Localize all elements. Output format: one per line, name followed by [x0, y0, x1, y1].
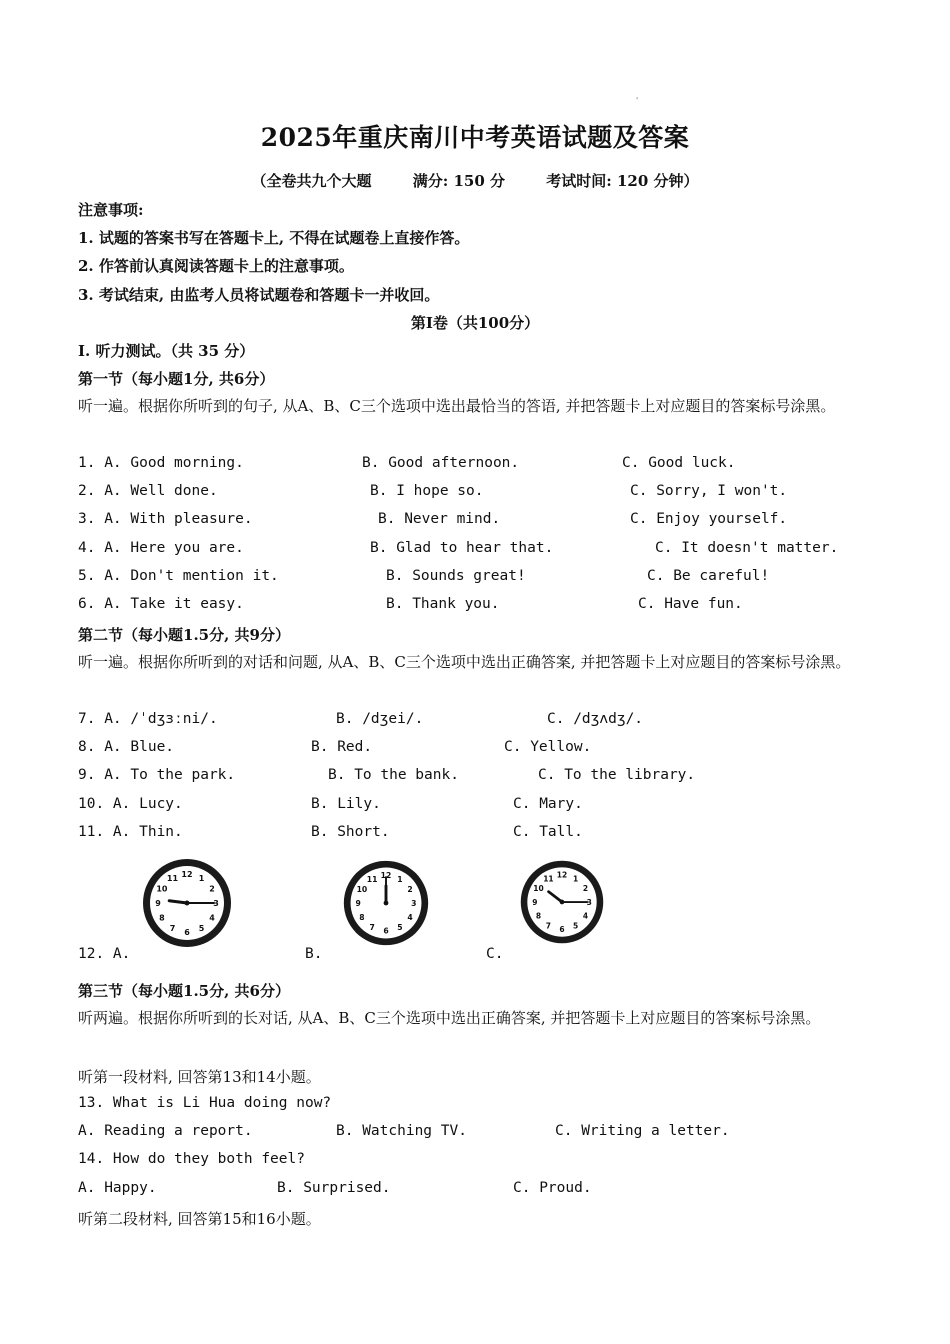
clock-numeral: 1: [572, 874, 579, 884]
q13-option-b: B. Watching TV.: [336, 1123, 467, 1139]
clock-numeral: 4: [407, 912, 413, 922]
clock-numeral: 9: [155, 899, 161, 908]
q8-option-b: B. Red.: [311, 739, 373, 755]
clock-numeral: 3: [213, 899, 219, 908]
q14-option-c: C. Proud.: [513, 1180, 592, 1196]
material1-instruction: 听第一段材料, 回答第13和14小题。: [78, 1068, 321, 1086]
material2-instruction: 听第二段材料, 回答第15和16小题。: [78, 1210, 321, 1228]
clock-numeral: 2: [582, 884, 589, 894]
clock-numeral: 1: [397, 874, 403, 884]
q1-option-c: C. Good luck.: [622, 455, 736, 471]
q4-option-c: C. It doesn't matter.: [655, 540, 839, 556]
q9-option-a: 9. A. To the park.: [78, 767, 236, 783]
clock-numeral: 5: [397, 922, 403, 932]
q10-option-c: C. Mary.: [513, 796, 583, 812]
q4-option-a: 4. A. Here you are.: [78, 540, 244, 556]
q4-option-b: B. Glad to hear that.: [370, 540, 554, 556]
clock-numeral: 9: [532, 897, 538, 907]
part1-heading: I. 听力测试。（共 35 分）: [78, 342, 255, 360]
q13-option-c: C. Writing a letter.: [555, 1123, 730, 1139]
clock-numeral: 10: [533, 884, 544, 894]
clock-numeral: 11: [366, 874, 378, 884]
q13-option-a: A. Reading a report.: [78, 1123, 253, 1139]
clock-numeral: 11: [166, 873, 179, 883]
clock-numeral: 1: [198, 873, 205, 883]
note-item-3: 3. 考试结束, 由监考人员将试题卷和答题卡一并收回。: [78, 286, 440, 304]
q9-option-c: C. To the library.: [538, 767, 696, 783]
clock-numeral: 6: [184, 928, 190, 937]
q2-option-b: B. I hope so.: [370, 483, 484, 499]
q10-option-b: B. Lily.: [311, 796, 381, 812]
section2-heading: 第二节（每小题1.5分, 共9分）: [78, 626, 290, 644]
q6-option-b: B. Thank you.: [386, 596, 500, 612]
q9-option-b: B. To the bank.: [328, 767, 459, 783]
q3-option-c: C. Enjoy yourself.: [630, 511, 788, 527]
note-item-1: 1. 试题的答案书写在答题卡上, 不得在试题卷上直接作答。: [78, 229, 470, 247]
clock-numeral: 8: [535, 911, 542, 921]
q14-option-b: B. Surprised.: [277, 1180, 391, 1196]
section3-instruction: 听两遍。根据你所听到的长对话, 从A、B、C三个选项中选出正确答案, 并把答题卡上对应题目的答案标号涂黑。: [78, 1009, 821, 1027]
q7-option-b: B. /dʒei/.: [336, 711, 424, 727]
exam-info-score: 满分: 150 分: [412, 172, 505, 190]
q6-option-a: 6. A. Take it easy.: [78, 596, 244, 612]
clock-numeral: 9: [355, 898, 361, 908]
clock-numeral: 6: [559, 925, 565, 934]
q1-option-a: 1. A. Good morning.: [78, 455, 244, 471]
clock-numeral: 2: [407, 884, 413, 894]
clock-center: [384, 901, 389, 906]
clock-numeral: 5: [198, 924, 205, 934]
q7-option-a: 7. A. /ˈdʒɜːni/.: [78, 711, 218, 727]
clock-numeral: 2: [209, 884, 215, 894]
clock-numeral: 7: [545, 921, 552, 931]
q3-option-a: 3. A. With pleasure.: [78, 511, 253, 527]
clock-numeral: 8: [159, 913, 165, 923]
q6-option-c: C. Have fun.: [638, 596, 743, 612]
notes-heading: 注意事项:: [78, 201, 144, 219]
q2-option-c: C. Sorry, I won't.: [630, 483, 788, 499]
q12-option-c: C.: [486, 946, 504, 962]
clock-numeral: 7: [369, 922, 375, 932]
q8-option-a: 8. A. Blue.: [78, 739, 175, 755]
section1-heading: 第一节（每小题1分, 共6分）: [78, 370, 275, 388]
clock-b-image: [340, 857, 432, 949]
clock-numeral: 10: [156, 884, 168, 894]
q12-option-b: B.: [305, 946, 323, 962]
clock-numeral: 10: [356, 884, 368, 894]
q11-option-c: C. Tall.: [513, 824, 583, 840]
q10-option-a: 10. A. Lucy.: [78, 796, 183, 812]
q7-option-c: C. /dʒʌdʒ/.: [547, 711, 644, 727]
q5-option-b: B. Sounds great!: [386, 568, 526, 584]
q13-stem: 13. What is Li Hua doing now?: [78, 1095, 332, 1111]
clock-c-image: [517, 857, 607, 947]
exam-info: [0, 170, 950, 191]
section1-instruction: 听一遍。根据你所听到的句子, 从A、B、C三个选项中选出最恰当的答语, 并把答题卡上对应题目的答案标号涂黑。: [78, 397, 836, 415]
q5-option-c: C. Be careful!: [647, 568, 770, 584]
clock-center: [185, 901, 190, 906]
q14-option-a: A. Happy.: [78, 1180, 157, 1196]
clock-numeral: 8: [359, 912, 365, 922]
volume-heading: 第Ⅰ卷（共100分）: [410, 314, 540, 332]
clock-numeral: 12: [556, 870, 568, 880]
clock-numeral: 6: [383, 926, 389, 936]
clock-numeral: 3: [586, 897, 592, 907]
q14-stem: 14. How do they both feel?: [78, 1151, 305, 1167]
q1-option-b: B. Good afternoon.: [362, 455, 520, 471]
note-item-2: 2. 作答前认真阅读答题卡上的注意事项。: [78, 257, 354, 275]
clock-center: [560, 900, 565, 905]
clock-numeral: 7: [169, 924, 176, 934]
clock-numeral: 12: [181, 870, 193, 879]
q12-option-a: 12. A.: [78, 946, 131, 962]
q2-option-a: 2. A. Well done.: [78, 483, 218, 499]
clock-numeral: 4: [582, 911, 589, 921]
scan-mark: ': [636, 96, 639, 105]
q5-option-a: 5. A. Don't mention it.: [78, 568, 279, 584]
q3-option-b: B. Never mind.: [378, 511, 501, 527]
q11-option-a: 11. A. Thin.: [78, 824, 183, 840]
clock-numeral: 11: [543, 874, 554, 884]
page-title: 2025年重庆南川中考英语试题及答案: [260, 123, 690, 152]
q8-option-c: C. Yellow.: [504, 739, 592, 755]
clock-numeral: 4: [209, 913, 215, 923]
clock-numeral: 5: [572, 921, 579, 931]
exam-info-questions: （全卷共九个大题: [251, 172, 372, 190]
exam-info-time: 考试时间: 120 分钟）: [546, 172, 699, 190]
clock-numeral: 12: [380, 871, 392, 881]
clock-a-image: [139, 857, 235, 949]
section2-instruction: 听一遍。根据你所听到的对话和问题, 从A、B、C三个选项中选出正确答案, 并把答题卡上对应题目的答案标号涂黑。: [78, 653, 851, 671]
clock-numeral: 3: [411, 898, 417, 908]
q11-option-b: B. Short.: [311, 824, 390, 840]
section3-heading: 第三节（每小题1.5分, 共6分）: [78, 982, 290, 1000]
